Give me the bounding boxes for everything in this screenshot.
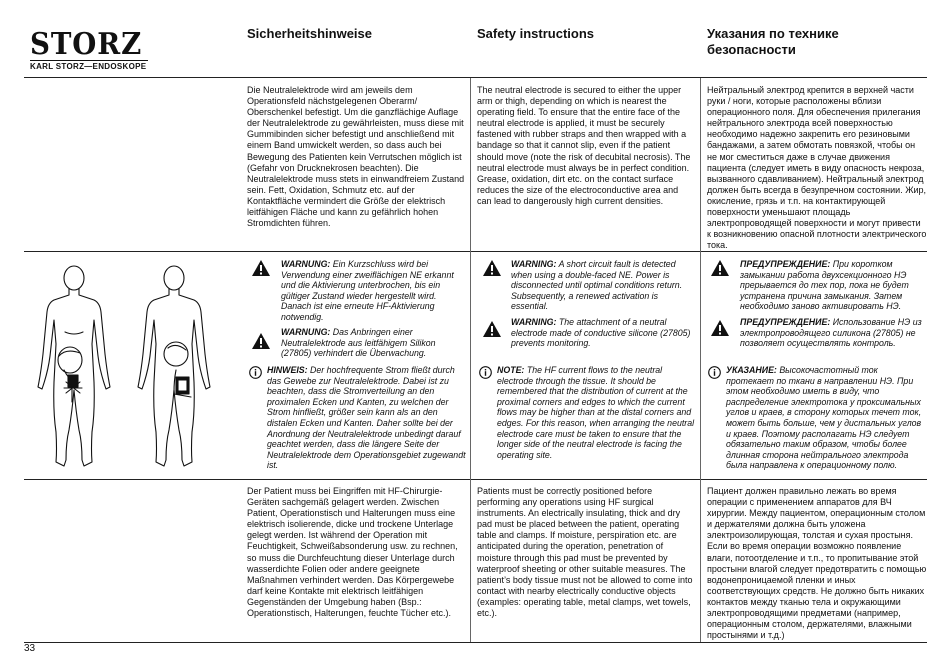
warning-text: The attachment of a neutral electrode made of conductive silicone (27805) prevents monitoring. (511, 317, 691, 349)
warning-text: Использование НЭ из электропроводящего силикона (27805) не позволяет осуществлять контроль. (740, 317, 922, 349)
section1-english: The neutral electrode is secured to either the upper arm or thigh, depending on which is nearest the operating field. To ensure that the entire face of the neutral electrode is applied, it must be securely fastened with rubber straps and then wrapped with a bandage so that it cannot slip, even if the patient should move (note the risk of decubital necrosis). The neutral electrode must always be in perfect condition. Grease, oxidation, dirt etc. on the contact surface reduces the size of the electroconductive area and can lead to dangerously high current densities. (477, 85, 691, 206)
warning-triangle-icon (251, 332, 271, 350)
rule-footer (24, 642, 927, 643)
warning-german-1 (281, 259, 467, 323)
note-text: The HF current flows to the neutral electrode through the tissue. It should be remembered that the distribution of current at the proximal corners and edges to which the current flows may be higher than at the distal corners and edges. For this reason, when arranging the neutral electrode care must be taken to ensure that the longer side of the neutral electrode is facing the operating site. (497, 365, 695, 460)
warning-english-2 (511, 317, 697, 349)
warning-label: ПРЕДУПРЕЖДЕНИЕ: (740, 317, 831, 327)
warning-text: При коротком замыкании работа двухсекционного НЭ прерывается до тех пор, пока не будет устранена причина замыкания. Затем необходимо заново активировать НЭ. (740, 259, 909, 312)
info-icon (708, 366, 721, 379)
header-english: Safety instructions (477, 26, 595, 41)
section1-german: Die Neutralelektrode wird am jeweils dem Operationsfeld nächstgelegenen Oberarm/ Oberschenkel befestigt. Um die ganzflächige Auflage der Neutralelektrode zu gewährleisten, muss diese mit Gummibinden sicher befestigt und anschließend mit einem Band umwickelt werden, so dass auch bei Bewegung des Patienten kein Verrutschen möglich ist (Gefahr von Drucknekrosen beachten). Die Neutralelektrode muss stets in einwandfreiem Zustand sein. Fett, Oxidation, Schmutz etc. auf der Kontaktfläche vermindert die Größe der elektrisch leitfähigen Fläche und kann zu gefährlich hohen Stromdichten führen. (247, 85, 465, 229)
header-russian: Указания по технике безопасности (707, 26, 839, 57)
section3-english: Patients must be correctly positioned before performing any operations using HF surgical instruments. An electrically insulating, thick and dry pad must be placed between the patient, operating table and clamps. If moisture, perspiration etc. are anticipated during the operation, penetration of moisture through this pad must be prevented by waterproof sheeting or other suitable measures. The patient’s body tissue must not be allowed to come into contact with nearby electrically conductive objects (examples: operating table, metal clamps, wet towels, etc.). (477, 486, 693, 619)
warning-label: WARNUNG: (281, 259, 331, 269)
warning-label: WARNUNG: (281, 327, 331, 337)
warning-english-1 (511, 259, 697, 312)
warning-german-2 (281, 327, 467, 359)
note-label: HINWEIS: (267, 365, 308, 375)
warning-russian-1 (740, 259, 928, 312)
warning-russian-2 (740, 317, 928, 349)
rule-header (24, 77, 927, 78)
note-label: NOTE: (497, 365, 525, 375)
info-icon (479, 366, 492, 379)
rule-middle-bottom (24, 479, 927, 480)
front-figure-icon (38, 266, 110, 466)
warning-triangle-icon (251, 259, 271, 277)
warning-triangle-icon (482, 259, 502, 277)
warning-label: WARNING: (511, 259, 557, 269)
note-text: Высокочастотный ток протекает по ткани в направлении НЭ. При этом необходимо иметь в виду, что распределение электротока у проксимальных углов и краев, в сторону которых течет ток, может быть больше, чем у дистальных углов и краев. Поэтому располагать НЭ следует обязательно таким образом, чтобы более длинная сторона нейтрального электрода была направлена к операционному полю. (726, 365, 922, 471)
logo-brand: STORZ (30, 27, 143, 62)
warning-triangle-icon (710, 319, 730, 337)
note-english (497, 365, 697, 460)
warning-label: ПРЕДУПРЕЖДЕНИЕ: (740, 259, 831, 269)
info-icon (249, 366, 262, 379)
warning-triangle-icon (482, 320, 502, 338)
divider-en-ru (700, 78, 701, 642)
note-label: УКАЗАНИЕ: (726, 365, 777, 375)
warning-text: Ein Kurzschluss wird bei Verwendung einer zweiflächigen NE erkannt und die Aktivierung unterbrochen, bis ein gültiger Zustand wieder hergestellt wird. Danach ist eine erneute HF-Aktivierung notwendig. (281, 259, 454, 322)
note-german (267, 365, 467, 471)
section3-russian: Пациент должен правильно лежать во время операции с применением аппаратов для ВЧ хирургии. Между пациентом, операционным столом и держателями должна быть уложена электроизолирующая, толстая и сухая простыня. Если во время операции возможно появление влаги, потоотделение и т.п., то пропитывание этой простыни влагой следует предотвратить с помощью водонепроницаемой пленки и иных соответствующих средств. Не должно быть никаких контактов между тканью тела и окружающими электропроводящими предметами (например, операционным столом, держателями, влажными простынями и т.д.) (707, 486, 927, 641)
back-figure-icon (138, 266, 210, 466)
header-german: Sicherheitshinweise (247, 26, 372, 41)
logo-subtitle: KARL STORZ—ENDOSKOPE (30, 62, 147, 71)
note-text: Der hochfrequente Strom fließt durch das Gewebe zur Neutralelektrode. Dabei ist zu beachten, dass die Stromverteilung an den proximalen Ecken und Kanten, zu welchen der Strom hinfließt, größer sein kann als an den distalen Ecken und Kanten. Daher sollte bei der Anordnung der Neutralelektrode unbedingt darauf geachtet werden, dass die längere Seite der Neutralelektrode dem Operationsgebiet zugewandt ist. (267, 365, 466, 471)
divider-de-en (470, 78, 471, 642)
warning-triangle-icon (710, 259, 730, 277)
warning-text: A short circuit fault is detected when using a double-faced NE. Power is disconnected until optimal conditions return. Subsequently, a renewed activation is essential. (511, 259, 683, 312)
note-russian (726, 365, 928, 471)
section3-german: Der Patient muss bei Eingriffen mit HF-Chirurgie-Geräten sachgemäß gelagert werden. Zwischen Patient, Operationstisch und Halterungen muss eine elektrisch isolierende, dicke und trockene Unterlage gelegt werden. Ist während der Operation mit Feuchtigkeit, Schweißabsonderung usw. zu rechnen, so muss die Durchfeuchtung dieser Unterlage durch wasserdichte Folien oder andere geeignete Maßnahmen verhindert werden. Das Körpergewebe darf keine Kontakte mit elektrisch leitfähigen Gegenständen der Umgebung haben (Bsp.: Operationstisch, Halterungen, feuchte Tücher etc.). (247, 486, 458, 619)
warning-label: WARNING: (511, 317, 557, 327)
warning-text: Das Anbringen einer Neutralelektrode aus leitfähigem Silikon (27805) verhindert die Überwachung. (281, 327, 436, 359)
section1-russian: Нейтральный электрод крепится в верхней части руки / ноги, которые расположены вблизи операционного поля. Для обеспечения прилегания нейтрального электрода всей поверхностью необходимо надежно закрепить его резиновыми бандажами, а затем обмотать повязкой, чтобы он не мог сместиться даже в случае движения пациента (следует иметь в виду опасность некроза, вызванного сдавливанием). Нейтральный электрод должен быть всегда в безупречном состоянии. Жир, окисление, грязь и т.п. на контактирующей поверхности уменьшают площадь электропроводящей поверхности и могут привести к возникновению опасной плотности электрического тока. (707, 85, 927, 251)
page-number: 33 (24, 643, 36, 654)
patient-body-illustration (28, 262, 228, 474)
storz-logo (30, 27, 160, 72)
